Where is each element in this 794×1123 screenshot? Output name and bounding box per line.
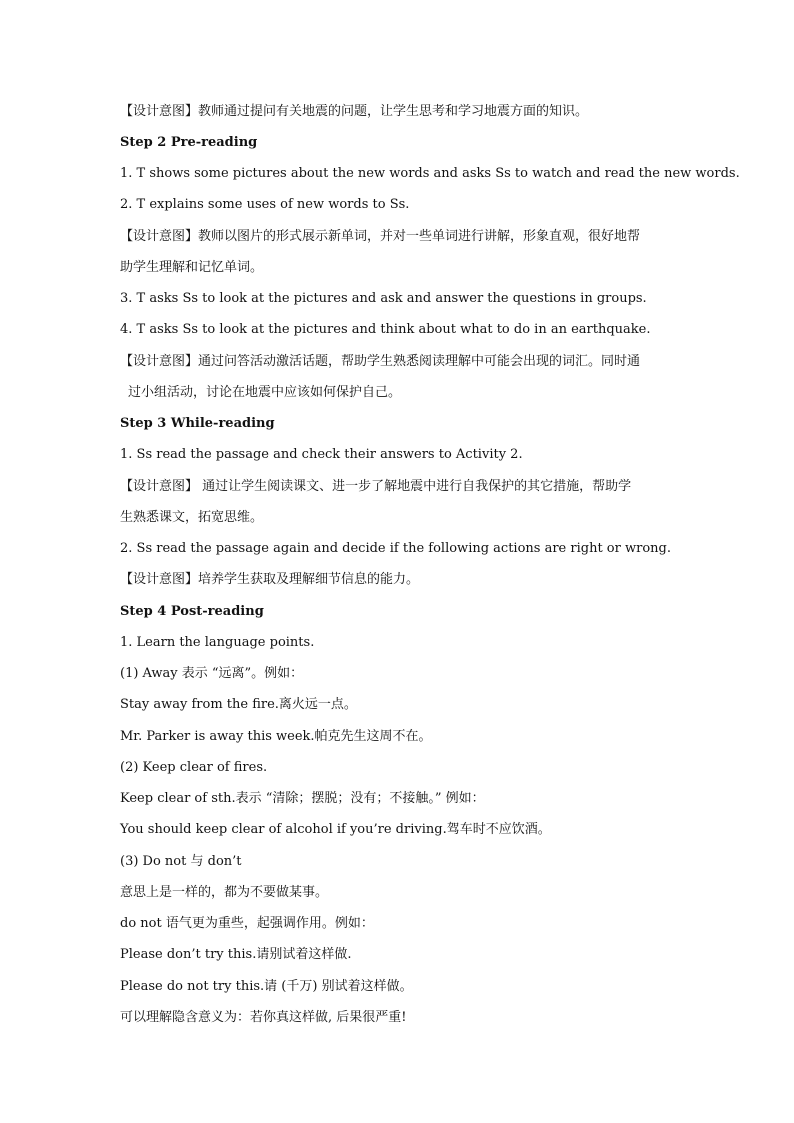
- language-point-explanation: 可以理解隐含意义为：若你真这样做, 后果很严重!: [120, 1010, 407, 1025]
- example-sentence: You should keep clear of alcohol if you’re driving.驾车时不应饮酒。: [120, 822, 551, 837]
- design-intent-paragraph: 【设计意图】 通过让学生阅读课文、进一步了解地震中进行自我保护的其它措施，帮助学: [120, 479, 632, 494]
- language-point: (2) Keep clear of fires.: [120, 760, 268, 775]
- example-sentence: Please don’t try this.请别试着这样做.: [120, 947, 352, 962]
- language-point-explanation: Keep clear of sth.表示 “清除；摆脱；没有；不接触。” 例如：: [120, 791, 485, 806]
- design-intent-paragraph-cont: 生熟悉课文，拓宽思维。: [120, 510, 264, 525]
- step-item: 4. T asks Ss to look at the pictures and think about what to do in an earthquake.: [120, 322, 651, 337]
- design-intent-paragraph: 【设计意图】教师以图片的形式展示新单词，并对一些单词进行讲解，形象直观，很好地帮: [120, 229, 641, 244]
- language-point: (1) Away 表示 “远离”。例如：: [120, 666, 304, 681]
- step-item: 1. Ss read the passage and check their answers to Activity 2.: [120, 447, 523, 462]
- step-item: 2. Ss read the passage again and decide if the following actions are right or wrong.: [120, 541, 671, 556]
- step-heading: Step 4 Post-reading: [120, 604, 264, 619]
- language-point-explanation: 意思上是一样的，都为不要做某事。: [120, 885, 329, 900]
- design-intent-paragraph-cont: 助学生理解和记忆单词。: [120, 260, 264, 275]
- example-sentence: Stay away from the fire.离火远一点。: [120, 697, 357, 712]
- step-item: 3. T asks Ss to look at the pictures and ask and answer the questions in groups.: [120, 291, 647, 306]
- example-sentence: Please do not try this.请 (千万) 别试着这样做。: [120, 979, 413, 994]
- design-intent-paragraph: 【设计意图】培养学生获取及理解细节信息的能力。: [120, 572, 420, 587]
- step-item: 1. T shows some pictures about the new words and asks Ss to watch and read the new words.: [120, 166, 740, 181]
- step-heading: Step 2 Pre-reading: [120, 135, 258, 150]
- language-point: (3) Do not 与 don’t: [120, 854, 242, 869]
- step-heading: Step 3 While-reading: [120, 416, 275, 431]
- design-intent-paragraph-cont: 过小组活动，讨论在地震中应该如何保护自己。: [128, 385, 402, 400]
- step-item: 2. T explains some uses of new words to Ss.: [120, 197, 410, 212]
- language-point-explanation: do not 语气更为重些，起强调作用。例如：: [120, 916, 374, 931]
- step-item: 1. Learn the language points.: [120, 635, 315, 650]
- design-intent-paragraph: 【设计意图】通过问答活动激活话题，帮助学生熟悉阅读理解中可能会出现的词汇。同时通: [120, 354, 641, 369]
- design-intent-paragraph: 【设计意图】教师通过提问有关地震的问题，让学生思考和学习地震方面的知识。: [120, 104, 589, 119]
- example-sentence: Mr. Parker is away this week.帕克先生这周不在。: [120, 729, 432, 744]
